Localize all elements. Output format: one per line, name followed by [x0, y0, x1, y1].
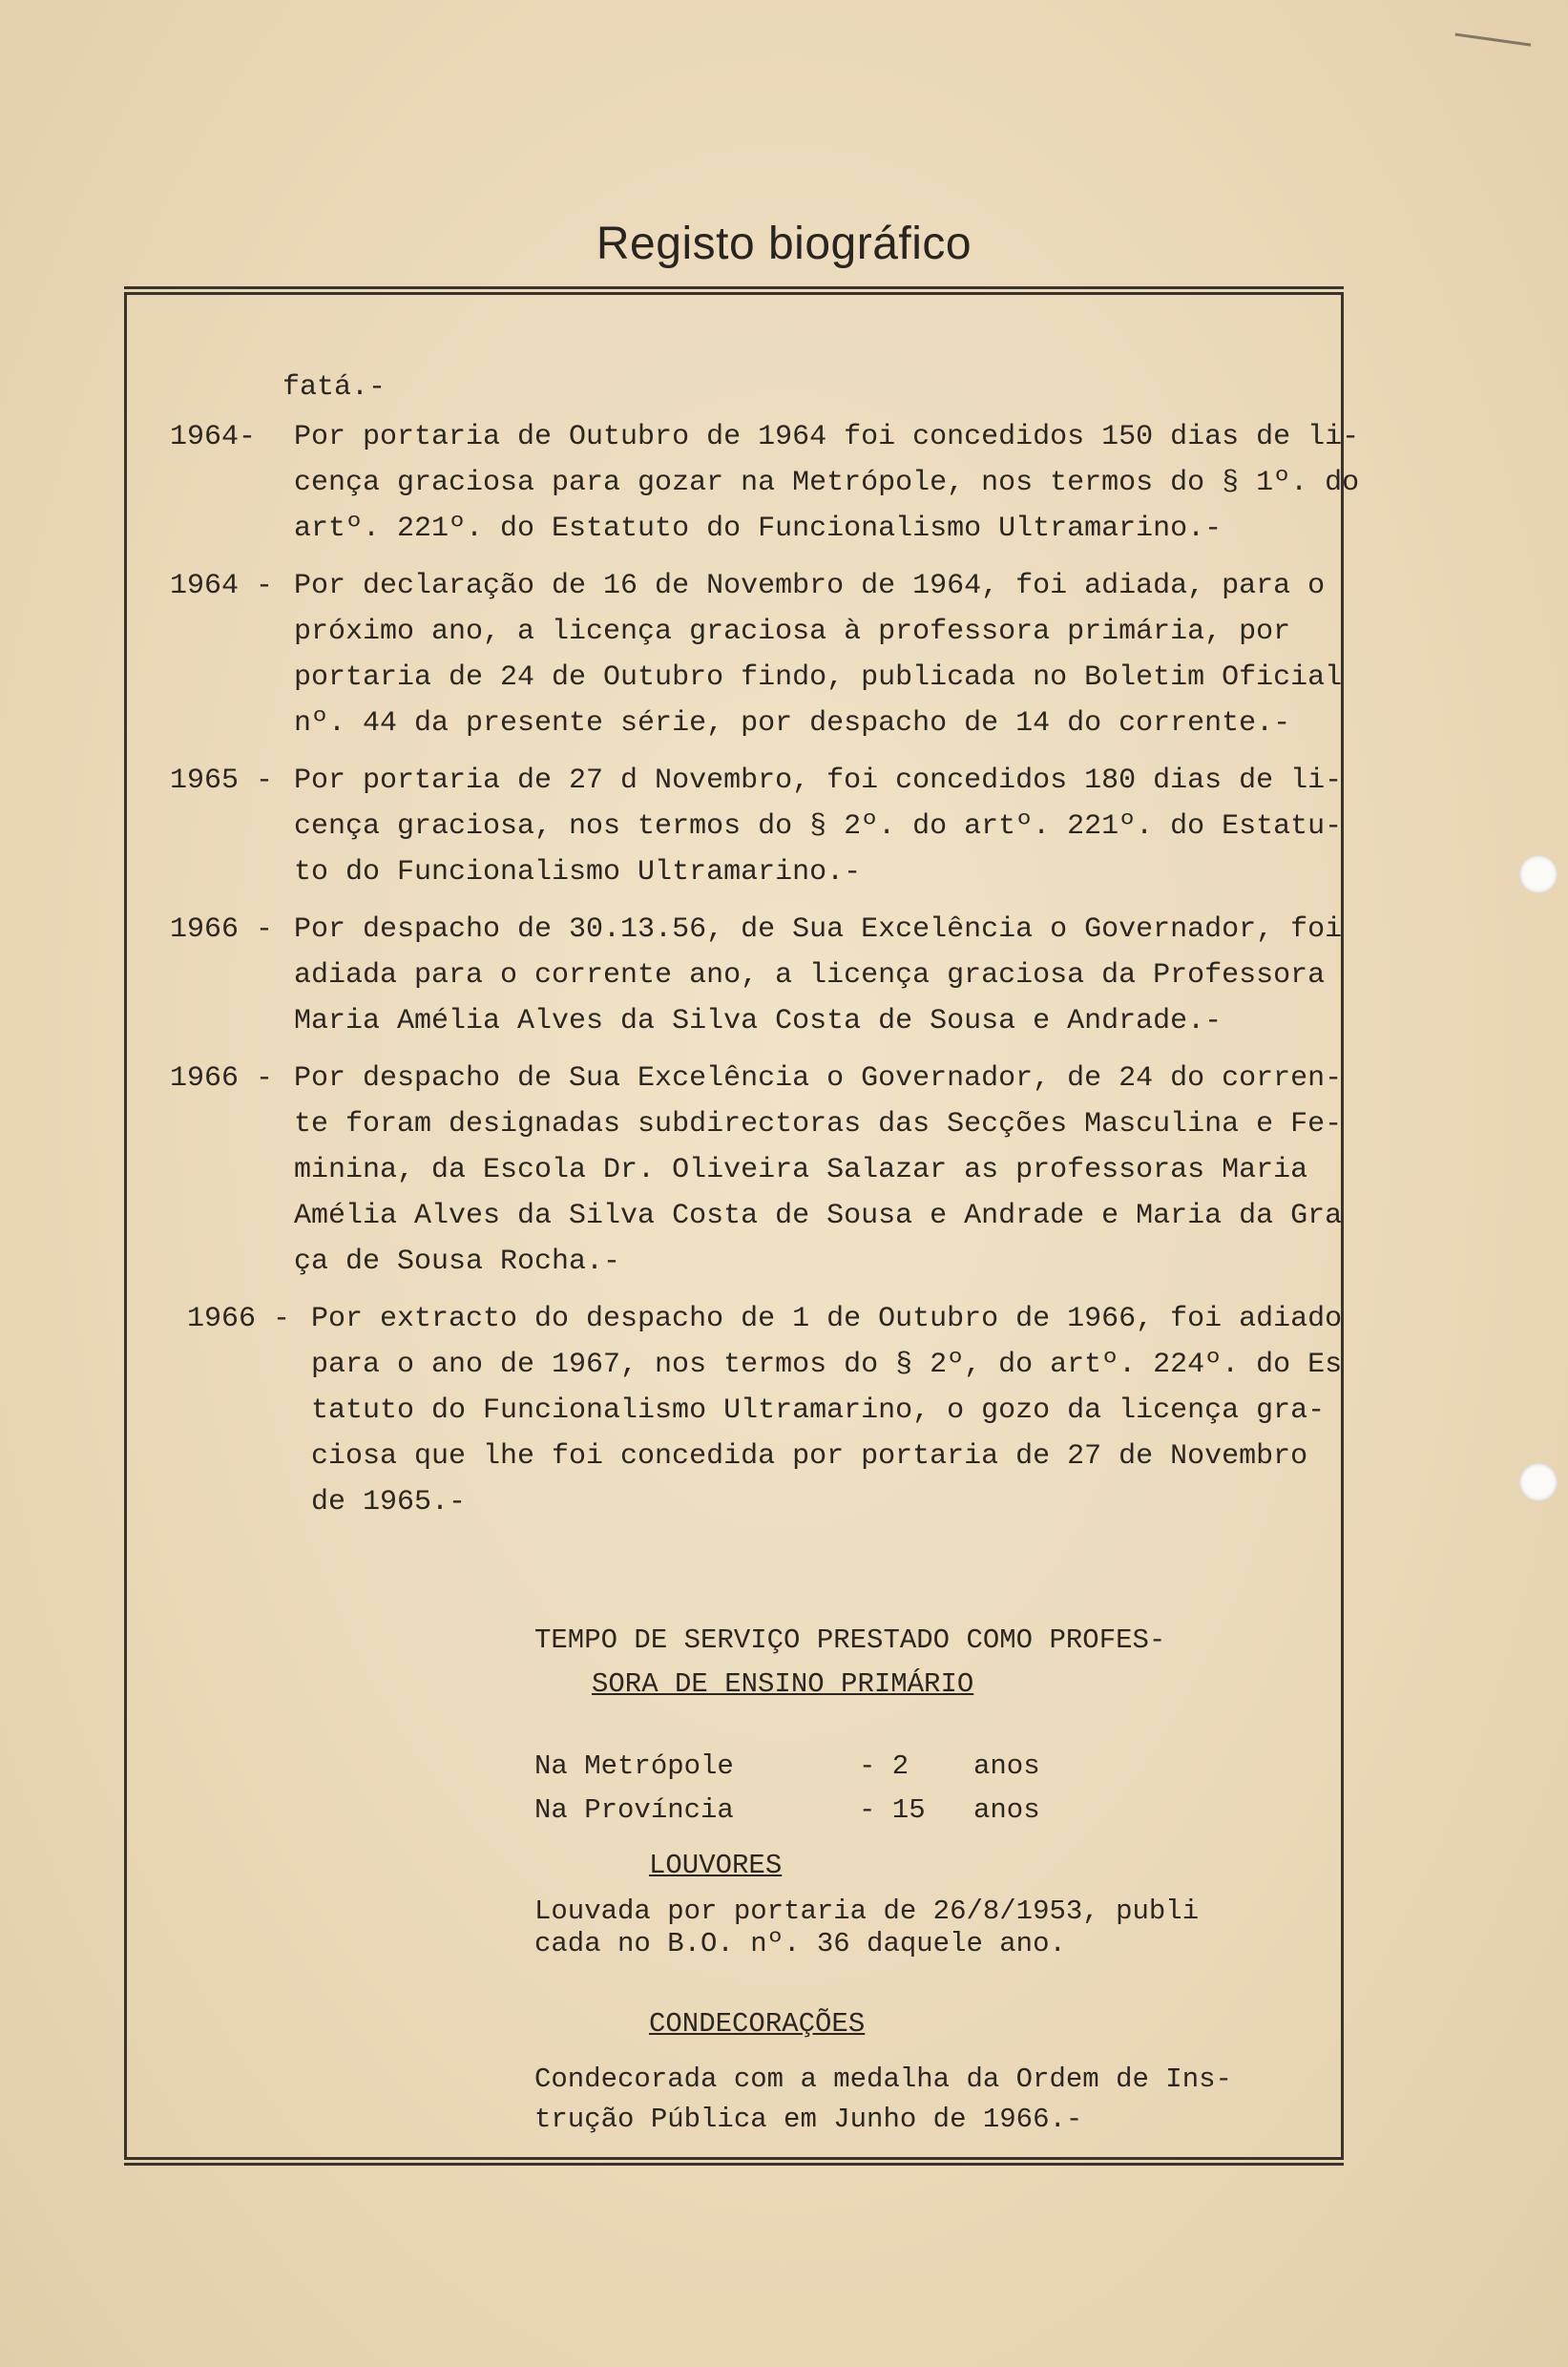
louvores-line: cada no B.O. nº. 36 daquele ano.: [534, 1928, 1066, 1959]
entry-line: tatuto do Funcionalismo Ultramarino, o gozo da licença gra-: [311, 1394, 1326, 1427]
service-value: - 2: [859, 1750, 909, 1782]
service-row-provincia: [534, 1789, 1165, 1833]
entry-line: portaria de 24 de Outubro findo, publicada no Boletim Oficial: [294, 661, 1343, 694]
entry-line: nº. 44 da presente série, por despacho de 14 do corrente.-: [294, 707, 1291, 740]
service-unit: anos: [973, 1794, 1040, 1826]
service-label: Na Metrópole: [534, 1750, 734, 1782]
condecoracoes-heading: CONDECORAÇÕES: [649, 2008, 866, 2040]
entry-line: minina, da Escola Dr. Oliveira Salazar as professoras Maria: [294, 1154, 1308, 1186]
entry-line: para o ano de 1967, nos termos do § 2º, do artº. 224º. do Es: [311, 1349, 1343, 1381]
entry-line: te foram designadas subdirectoras das Secções Masculina e Fe-: [294, 1108, 1343, 1141]
punch-hole-top: [1519, 855, 1558, 893]
service-row-metropole: [534, 1745, 1165, 1789]
page-title: Registo biográfico: [596, 219, 972, 269]
entry-line: ça de Sousa Rocha.-: [294, 1246, 621, 1278]
condecoracoes-section: [534, 2002, 1279, 2140]
entry-line: Por portaria de Outubro de 1964 foi concedidos 150 dias de li-: [294, 421, 1360, 453]
punch-hole-bottom: [1519, 1463, 1558, 1501]
entry-line: Amélia Alves da Silva Costa de Sousa e Andrade e Maria da Gra: [294, 1200, 1343, 1232]
entry-1964-b: [170, 563, 1343, 746]
entry-line: próximo ano, a licença graciosa à professora primária, por: [294, 616, 1291, 648]
entry-line: artº. 221º. do Estatuto do Funcionalismo Ultramarino.-: [294, 513, 1223, 545]
louvores-section: [534, 1844, 1260, 1960]
entry-1964-a: [170, 414, 1360, 552]
entry-1966-a: [170, 907, 1343, 1044]
condecoracoes-line: trução Pública em Junho de 1966.-: [534, 2104, 1083, 2135]
service-label: Na Província: [534, 1794, 734, 1826]
louvores-line: Louvada por portaria de 26/8/1953, publi: [534, 1896, 1200, 1927]
entry-year: 1966 -: [170, 1062, 274, 1095]
entry-line: cença graciosa para gozar na Metrópole, nos termos do § 1º. do: [294, 467, 1360, 499]
entry-year: 1964 -: [170, 570, 274, 602]
service-heading-line1: TEMPO DE SERVIÇO PRESTADO COMO PROFES-: [534, 1624, 1166, 1656]
entry-line: Por despacho de 30.13.56, de Sua Excelência o Governador, foi: [294, 913, 1343, 946]
entry-line: adiada para o corrente ano, a licença graciosa da Professora: [294, 959, 1326, 992]
entry-year: 1964-: [170, 421, 257, 453]
entry-line: Maria Amélia Alves da Silva Costa de Sousa e Andrade.-: [294, 1005, 1223, 1037]
entry-1966-c: [187, 1296, 1343, 1525]
entry-line: cença graciosa, nos termos do § 2º. do artº. 221º. do Estatu-: [294, 810, 1343, 843]
louvores-heading: LOUVORES: [649, 1850, 783, 1881]
entry-line: to do Funcionalismo Ultramarino.-: [294, 856, 862, 889]
entry-1965: [170, 758, 1343, 895]
lead-text: fatá.-: [282, 371, 387, 404]
entry-line: Por portaria de 27 d Novembro, foi concedidos 180 dias de li-: [294, 765, 1343, 797]
service-section: [534, 1619, 1165, 1833]
entry-year: 1966 -: [170, 913, 274, 946]
entry-line: ciosa que lhe foi concedida por portaria de 27 de Novembro: [311, 1440, 1308, 1473]
entry-line: Por extracto do despacho de 1 de Outubro de 1966, foi adiado: [311, 1303, 1343, 1335]
entry-year: 1965 -: [170, 765, 274, 797]
service-heading-line2: SORA DE ENSINO PRIMÁRIO: [592, 1668, 974, 1700]
entry-line: Por despacho de Sua Excelência o Governador, de 24 do corren-: [294, 1062, 1343, 1095]
entry-1966-b: [170, 1056, 1343, 1285]
entry-year: 1966 -: [187, 1303, 291, 1335]
entry-line: Por declaração de 16 de Novembro de 1964, foi adiada, para o: [294, 570, 1326, 602]
condecoracoes-line: Condecorada com a medalha da Ordem de Ins-: [534, 2063, 1232, 2095]
service-value: - 15: [859, 1794, 926, 1826]
entry-line: de 1965.-: [311, 1486, 467, 1519]
entries-list: [170, 365, 1360, 1537]
service-unit: anos: [973, 1750, 1040, 1782]
